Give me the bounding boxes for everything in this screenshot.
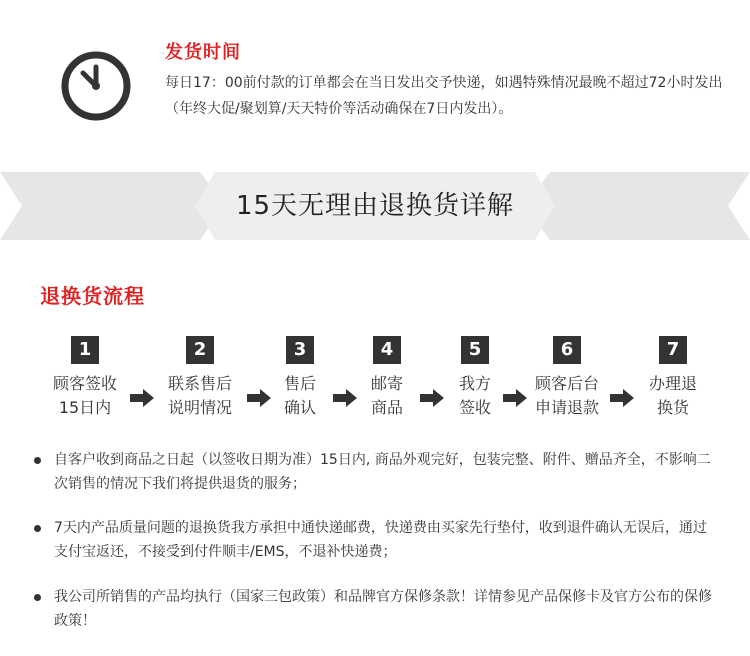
step-number: 7	[659, 336, 687, 364]
step-number: 3	[286, 336, 314, 364]
step-3	[255, 336, 345, 420]
step-5	[430, 336, 520, 420]
bullet-icon	[34, 525, 41, 532]
step-1	[40, 336, 130, 420]
banner-title: 15天无理由退换货详解	[235, 191, 515, 221]
note-text: 自客户收到商品之日起（以签收日期为准）15日内, 商品外观完好，包装完整、附件、赠品齐全，不影响二次销售的情况下我们将提供退货的服务；	[54, 452, 711, 492]
step-label: 售后 确认	[283, 374, 316, 417]
step-label: 顾客后台 申请退款	[534, 374, 599, 417]
step-7	[628, 336, 718, 420]
step-number: 5	[461, 336, 489, 364]
step-number: 2	[186, 336, 214, 364]
step-number: 4	[373, 336, 401, 364]
step-label: 邮寄 商品	[370, 374, 403, 417]
shipping-section	[0, 0, 750, 160]
step-label: 联系售后 说明情况	[167, 374, 232, 417]
step-number: 1	[71, 336, 99, 364]
note-text: 7天内产品质量问题的退换货我方承担中通快递邮费，快递费由买家先行垫付，收到退件确认无误后，通过支付宝返还，不接受到付件顺丰/EMS，不退补快递费；	[54, 520, 707, 560]
shipping-text: 每日17：00前付款的订单都会在当日发出交予快递，如遇特殊情况最晚不超过72小时发出（年终大促/聚划算/天天特价等活动确保在7日内发出）。	[165, 75, 723, 117]
process-steps	[0, 336, 750, 436]
step-number: 6	[553, 336, 581, 364]
step-label: 办理退 换货	[648, 374, 697, 417]
note-text: 我公司所销售的产品均执行（国家三包政策）和品牌官方保修条款！详情参见产品保修卡及官方公布的保修政策！	[54, 589, 712, 629]
bullet-icon	[34, 457, 41, 464]
bullet-icon	[34, 594, 41, 601]
return-banner	[0, 172, 750, 240]
arrow-right-icon	[130, 389, 154, 407]
step-6	[522, 336, 612, 420]
step-label: 我方 签收	[458, 374, 491, 417]
step-2	[155, 336, 245, 420]
step-4	[342, 336, 432, 420]
process-title: 退换货流程	[40, 284, 145, 308]
clock-icon	[60, 50, 132, 122]
step-label: 顾客签收 15日内	[52, 374, 117, 417]
shipping-title: 发货时间	[165, 42, 241, 63]
